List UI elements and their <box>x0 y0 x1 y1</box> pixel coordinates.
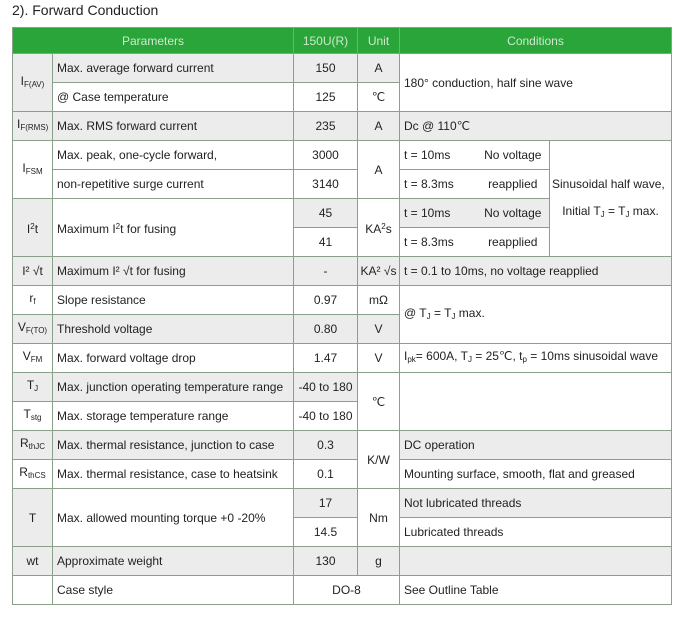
param-tstg: Max. storage temperature range <box>53 402 294 431</box>
cond-rthcs: Mounting surface, smooth, flat and greased <box>400 460 672 489</box>
unit-ifsm: A <box>358 141 400 199</box>
symbol-rthcs: $R_{thCS}$ <box>13 460 53 489</box>
value-vfm: 1.47 <box>294 344 358 373</box>
cond-torque-2: Lubricated threads <box>400 518 672 547</box>
symbol-case <box>13 576 53 605</box>
symbol-i2rt: I² √t <box>13 257 53 286</box>
table-row <box>13 257 672 286</box>
param-vfm: Max. forward voltage drop <box>53 344 294 373</box>
param-rf: Slope resistance <box>53 286 294 315</box>
unit-vfto: V <box>358 315 400 344</box>
param-i2t: Maximum $I^2t$ for fusing <box>53 199 294 257</box>
value-torque-2: 14.5 <box>294 518 358 547</box>
cond-ifsm-t2: t = 8.3ms <box>400 170 477 199</box>
symbol-wt: wt <box>13 547 53 576</box>
symbol-vfm: $V_{FM}$ <box>13 344 53 373</box>
value-case: DO-8 <box>294 576 400 605</box>
header-conditions: Conditions <box>400 28 672 54</box>
table-row <box>13 286 672 315</box>
unit-ifav: A <box>358 54 400 83</box>
header-parameters: Parameters <box>13 28 294 54</box>
unit-i2rt: KA² √s <box>358 257 400 286</box>
value-irms: 235 <box>294 112 358 141</box>
cond-i2t-t1: t = 10ms <box>400 199 477 228</box>
unit-wt: g <box>358 547 400 576</box>
cond-i2rt: t = 0.1 to 10ms, no voltage reapplied <box>400 257 672 286</box>
header-unit: Unit <box>358 28 400 54</box>
value-rf: 0.97 <box>294 286 358 315</box>
unit-i2t: $KA^2s$ <box>358 199 400 257</box>
symbol-tstg: $T_{stg}$ <box>13 402 53 431</box>
param-case: Case style <box>53 576 294 605</box>
symbol-vfto: $V_{F(TO)}$ <box>13 315 53 344</box>
value-rthjc: 0.3 <box>294 431 358 460</box>
symbol-irms: $I_{F(RMS)}$ <box>13 112 53 141</box>
cond-ifav: 180° conduction, half sine wave <box>400 54 672 112</box>
param-wt: Approximate weight <box>53 547 294 576</box>
cond-i2t-t2: t = 8.3ms <box>400 228 477 257</box>
cond-i2t-n1: No voltage <box>477 199 550 228</box>
section-title: 2). Forward Conduction <box>12 2 159 18</box>
table-row <box>13 199 672 228</box>
unit-temp: ℃ <box>358 373 400 431</box>
value-tj: -40 to 180 <box>294 373 358 402</box>
value-vfto: 0.80 <box>294 315 358 344</box>
symbol-ifsm: $I_{FSM}$ <box>13 141 53 199</box>
table-row <box>13 489 672 518</box>
value-i2t-1: 45 <box>294 199 358 228</box>
symbol-i2t: $I^2t$ <box>13 199 53 257</box>
cond-irms: Dc @ 110℃ <box>400 112 672 141</box>
cond-temp <box>400 373 672 431</box>
value-wt: 130 <box>294 547 358 576</box>
value-i2t-2: 41 <box>294 228 358 257</box>
cond-ifsm-blank <box>550 141 672 170</box>
table-row <box>13 141 672 170</box>
value-rthcs: 0.1 <box>294 460 358 489</box>
symbol-torque: T <box>13 489 53 547</box>
table-row <box>13 547 672 576</box>
table-row <box>13 170 672 199</box>
symbol-tj: $T_J$ <box>13 373 53 402</box>
param-rthcs: Max. thermal resistance, case to heatsink <box>53 460 294 489</box>
unit-torque: Nm <box>358 489 400 547</box>
cond-rf: @ $T_J = T_J$ max. <box>400 286 672 344</box>
table-header <box>13 28 672 54</box>
table-row <box>13 112 672 141</box>
value-ifsm-1: 3000 <box>294 141 358 170</box>
table-row <box>13 54 672 83</box>
table-row <box>13 460 672 489</box>
unit-case-temp: ℃ <box>358 83 400 112</box>
unit-vfm: V <box>358 344 400 373</box>
cond-ifsm-n1: No voltage <box>477 141 550 170</box>
symbol-rf: $r_f$ <box>13 286 53 315</box>
param-ifsm-2: non-repetitive surge current <box>53 170 294 199</box>
cond-torque-1: Not lubricated threads <box>400 489 672 518</box>
cond-i2t-side: Initial $T_J = T_J$ max. <box>550 199 672 228</box>
param-tj: Max. junction operating temperature range <box>53 373 294 402</box>
cond-i2t-n2: reapplied <box>477 228 550 257</box>
param-irms: Max. RMS forward current <box>53 112 294 141</box>
cond-case: See Outline Table <box>400 576 672 605</box>
param-ifsm-1: Max. peak, one-cycle forward, <box>53 141 294 170</box>
param-i2rt: Maximum I² √t for fusing <box>53 257 294 286</box>
symbol-rthjc: $R_{thJC}$ <box>13 431 53 460</box>
cond-rthjc: DC operation <box>400 431 672 460</box>
value-torque-1: 17 <box>294 489 358 518</box>
table-row <box>13 373 672 402</box>
param-torque: Max. allowed mounting torque +0 -20% <box>53 489 294 547</box>
cond-wt <box>400 547 672 576</box>
cond-i2t-blank <box>550 228 672 257</box>
header-value: 150U(R) <box>294 28 358 54</box>
forward-conduction-table <box>12 27 672 605</box>
value-ifsm-2: 3140 <box>294 170 358 199</box>
param-case-temp: @ Case temperature <box>53 83 294 112</box>
param-rthjc: Max. thermal resistance, junction to case <box>53 431 294 460</box>
param-ifav: Max. average forward current <box>53 54 294 83</box>
unit-irms: A <box>358 112 400 141</box>
value-case-temp: 125 <box>294 83 358 112</box>
value-tstg: -40 to 180 <box>294 402 358 431</box>
cond-vfm: $I_{pk}= 600A$, $T_J$ = 25℃, $t_p = 10ms$ sinusoidal wave <box>400 344 672 373</box>
cond-ifsm-side: Sinusoidal half wave, <box>550 170 672 199</box>
unit-rf: mΩ <box>358 286 400 315</box>
param-vfto: Threshold voltage <box>53 315 294 344</box>
cond-ifsm-t1: t = 10ms <box>400 141 477 170</box>
table-row <box>13 576 672 605</box>
table-row <box>13 344 672 373</box>
symbol-ifav: $I_{F(AV)}$ <box>13 54 53 112</box>
value-ifav: 150 <box>294 54 358 83</box>
cond-ifsm-n2: reapplied <box>477 170 550 199</box>
unit-rth: K/W <box>358 431 400 489</box>
value-i2rt: - <box>294 257 358 286</box>
table-row <box>13 431 672 460</box>
